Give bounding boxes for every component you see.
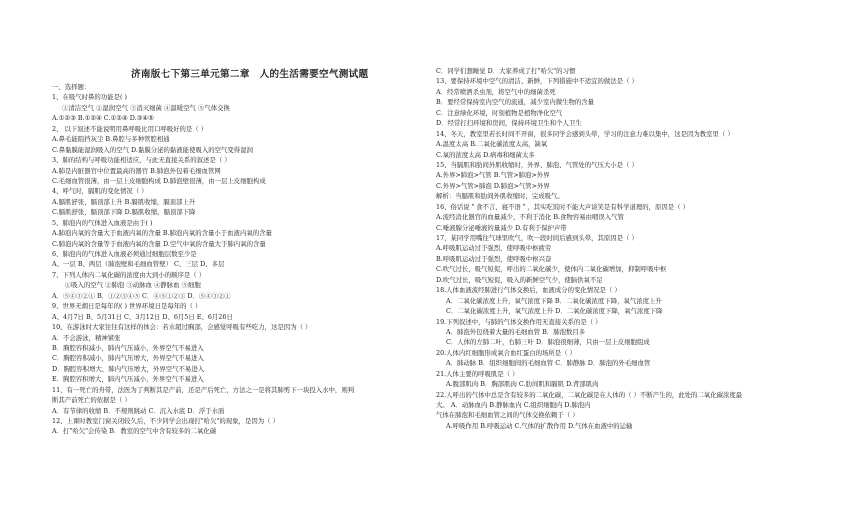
text-line: A.呼吸肌运动过于强烈，使呼吸中枢疲劳 [436,244,552,253]
text-line: C.唾液腺分泌唾液的量减少 D.有利于保护声带 [436,223,567,232]
text-line: C.外界>气管>肺泡 D.肺泡>气管>外界 [436,181,550,190]
left-column [52,82,437,437]
text-line: 19.下列叙述中，与肺的气体交换作用无直接关系的是（ ） [436,317,602,326]
text-line: A．肺动脉 B．组织细胞间的毛细血管 C．肺静脉 D．肺泡的外毛细血管 [446,359,651,368]
text-line: A、4月7日 B、5月31日 C、3月12日 D、6月5日 E、6月26日 [52,312,233,321]
text-line: 一、选择题： [52,83,91,91]
text-line: A．肺泡外包绕着大量的毛细血管 B．肺泡数目多 [446,327,586,336]
text-line: C.毛细血管很薄，由一层上皮细胞构成 D.肺泡壁很薄，由一层上皮细胞构成 [52,176,266,185]
text-line: A.流经消化器官的血量减少，不利于消化 B.食物容易由咽误入气管 [436,213,624,222]
text-line: C．人体的左肺二叶，右肺三叶 D．肺泡很细薄，只由一层上皮细胞组成 [446,338,650,347]
text-line: 断其产前死亡的依据是（ ） [52,396,131,405]
text-line: 11、有一死亡的舟带，法医为了判断其是产前，还是产后死亡，方法之一是将其肺剪下一块投入水中，则判 [52,385,355,394]
text-line: 13、要保持环境中空气的清洁、新鲜，下列措施中不适宜的做法是（ ） [436,77,638,86]
text-line: C．胸腔容积减小，肺内气压增大，外界空气不易进入 [52,354,204,363]
text-line: 9、世界无烟日是每年的( ) 世界环境日是每年的（ ） [52,302,202,311]
text-line: 大。 A．动脉血内 B.静脉血内 C.组织细胞内 D.肺泡内 [436,401,591,409]
text-line: 3、肺的结构与呼吸功能相适应，与此无直接关系的叙述是（ ） [52,156,231,165]
text-line: C．二氧化碳浓度上升，氧气浓度上升 D．二氧化碳浓度下降，氧气浓度下降 [446,307,663,316]
text-line: 6、肺泡内的气体进入血液必须通过细胞层数至少是 [52,250,197,258]
text-line: 20.人体内红细胞形成氧合血红蛋白的场所是（ ） [436,348,577,357]
text-line: A.鼻毛能阻挡灰尘 B.鼻腔与多种管腔相通 [52,135,170,144]
text-line: 15、当膈肌和肋间外肌收缩时，外界、肺泡、气管处的气压大小是（ ） [436,160,638,169]
text-line: 16、俗话说＂食不言，寝不语＂，其实吃饭时不能大声谈笑是有科学道理的，原因是（ ） [436,202,690,211]
text-line: 18.人体血液流经肺进行气体交换后，血液成分的变化情况是（ ） [436,286,621,295]
text-line: 21.人体主要的呼吸肌是（ ） [436,369,519,378]
text-line: D.吹气过长，吸气短促，吸入的新鲜空气少，使脑供氧不足 [436,275,603,284]
text-line: A．⑤④③②① B．①②③④⑤ C．④⑤①②③ D．⑤④③②① [52,291,231,300]
text-line: A.温度太高 B.二氧化碳浓度太高，缺氧 [436,140,548,149]
page-title: 济南版七下第三单元第二章 人的生活需要空气测试题 [131,69,369,80]
text-line: A．不会游泳，精神紧张 [52,333,121,342]
text-line: 10、在游泳时大家往往有这样的体会：若水超过胸部，会感觉呼吸有些吃力，这是因为（ ） [52,323,312,332]
text-line: A．有节律的收缩 B．不规则跳动 C．沉入水底 D．浮于水面 [52,406,225,415]
text-line: B.呼吸肌运动过于强烈，使呼吸中枢兴奋 [436,254,552,263]
text-line: 气体在肺泡和毛细血管之间的气体交换依赖于（ ） [436,411,579,420]
text-line: ①吸入的空气 ②肺泡 ③动脉血 ④静脉血 ⑤细胞 [52,281,201,290]
text-line: E．胸腔容积增大，肺内气压减小，外界空气不易进入 [52,375,204,384]
text-line: A．二氧化碳浓度上升，氧气浓度下降 B．二氧化碳浓度下降，氧气浓度上升 [446,296,662,305]
text-line: 2、 以下叙述不能说明用鼻呼吸比用口呼吸好的是（ ） [52,124,208,133]
text-line: C.肺泡内氧的含量等于血液内氧的含量 D.空气中氧的含量大于肺内氧的含量 [52,239,266,248]
text-line: A．经常喷洒杀虫剂，将空气中的细菌杀死 [436,87,556,96]
text-line: C.鼻黏膜能湿润吸入的空气 D.黏膜分泌的黏液能使吸入的空气变得湿润 [52,145,253,154]
text-line: A．打"哈欠"会传染 B．教室的空气中含有较多的二氧化碳 [52,427,217,436]
text-line: A.呼吸作用 B.呼吸运动 C.气体的扩散作用 D.气体在血液中的运输 [446,421,633,430]
text-line: D．经常打扫环境和房间，保持环境卫生和个人卫生 [436,119,582,128]
text-line: 14、冬天，教室里若长时间不开窗，很多同学会感到头晕，学习的注意力难以集中，这是因为教室里（ ） [436,129,734,138]
text-line: C．同学们想睡觉 D．大家养成了打"哈欠"的习惯 [436,67,576,75]
text-line: B．胸腔容积减小，肺内气压减小，外界空气不易进入 [52,343,204,352]
text-line: C.膈肌舒张，膈顶部下降 D.膈肌收缩，膈顶部下降 [52,208,196,217]
text-line: C.氧的浓度太高 D.病毒和细菌太多 [436,150,535,159]
text-line: A.①②③ B.①②④ C.①②④ D.③④⑤ [52,114,154,123]
text-line: ①清洁空气 ②湿润空气 ③消灭细菌 ④温暖空气 ⑤气体交换 [62,103,230,112]
text-line: A.肺泡内氧的含量大于血液内氧的含量 B.肺泡内氧的含量小于血液内氧的含量 [52,229,272,238]
text-line: 解析：当膈肌和肋间外肌收缩时，完成吸气。 [436,192,564,201]
right-column [436,66,836,431]
text-line: A.腹部肌肉 B．胸部肌肉 C.肋间肌和膈肌 D.背部肌肉 [446,380,599,389]
text-line: 7、下列人体内二氧化碳的浓度由大到小的顺序是（ ） [52,270,206,279]
text-line: C．注意绿化环境，时刻植物是植物净化空气 [436,108,563,117]
text-line: 17、某同学用嘴往气球里吹气，吹一段时间后感到头晕，其原因是（ ） [436,234,638,242]
text-line: B．要经常保持室内空气的流通，减少室内微生物的含量 [436,98,595,107]
text-line: 12、上课时教室门窗关闭较久后，不少同学会出现打"哈欠"的现象，是因为（ ） [52,417,279,425]
text-line: A.膈肌舒张，膈顶部上升 B.膈肌收缩，膈顶部上升 [52,197,196,206]
text-line: 4、呼气时，膈肌的变化情况（ ） [52,187,148,196]
text-line: C.吹气过长，吸气短促，呼出的二氧化碳少，使体内二氧化碳增加，抑制呼吸中枢 [436,265,667,274]
text-line: D．胸腔容积增大，肺内气压增大，外界空气不易进入 [52,364,205,373]
text-line: 22.人呼出的气体中总是含有较多的二氧化碳，二氧化碳是在人体的（ ）不断产生的，此处的二氧化碳浓度最 [436,390,743,399]
text-line: A、一层 B、两层（肺泡壁和毛细血管壁） C、三层 D、多层 [52,260,225,269]
text-line: A.肺是内脏器官中位置最高的器官 B.肺泡外包着毛细血管网 [52,166,221,175]
text-line: 1、在吸气时鼻的功能是( ) [52,93,127,102]
text-line: 5、肺泡内的气体进入血液是由于( ) [52,218,153,227]
text-line: A.外界>肺泡>气管 B.气管>肺泡>外界 [436,171,550,180]
